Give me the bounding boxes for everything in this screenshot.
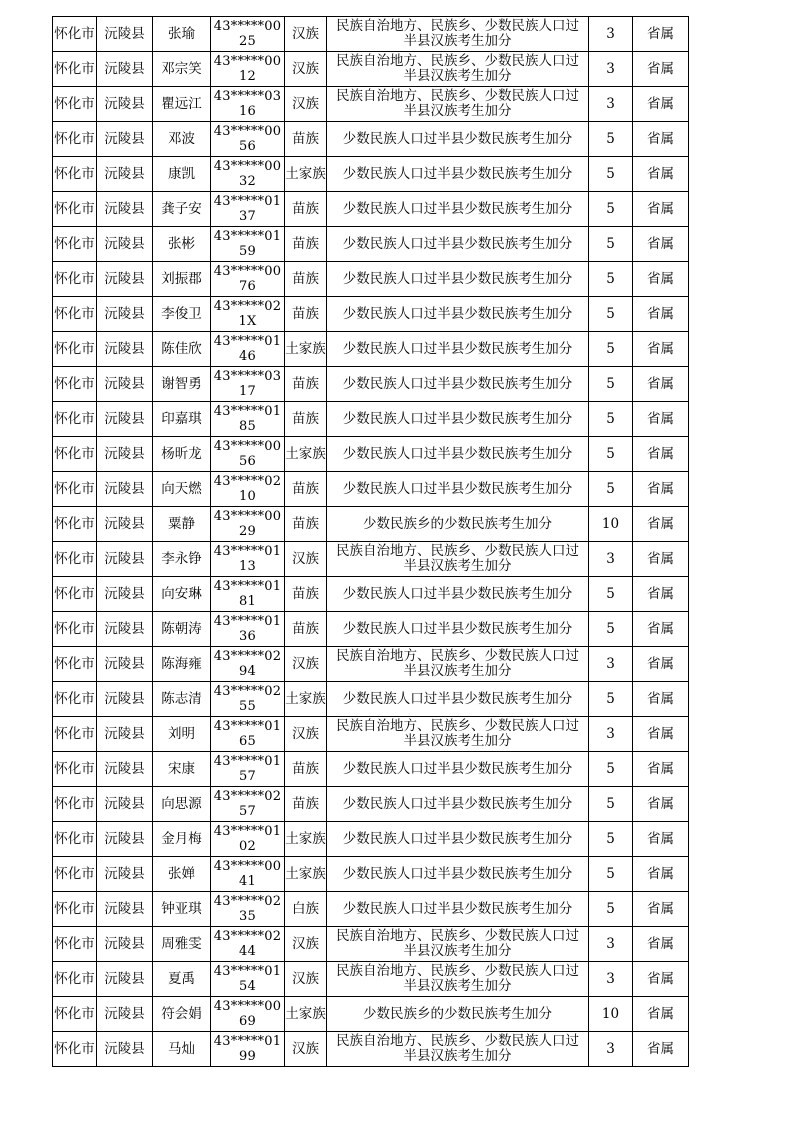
points-cell: 5 — [589, 227, 633, 262]
level-cell: 省属 — [633, 787, 689, 822]
id-number-cell: 43*****0056 — [211, 122, 285, 157]
level-cell: 省属 — [633, 192, 689, 227]
county-cell: 沅陵县 — [97, 262, 153, 297]
bonus-item-cell: 少数民族人口过半县少数民族考生加分 — [327, 787, 589, 822]
bonus-item-cell: 少数民族乡的少数民族考生加分 — [327, 997, 589, 1032]
bonus-item-cell: 民族自治地方、民族乡、少数民族人口过半县汉族考生加分 — [327, 927, 589, 962]
table-row — [53, 192, 689, 227]
city-cell: 怀化市 — [53, 787, 97, 822]
table-row — [53, 507, 689, 542]
id-number-cell: 43*****0235 — [211, 892, 285, 927]
name-cell: 夏禹 — [153, 962, 211, 997]
table-row — [53, 647, 689, 682]
bonus-item-cell: 少数民族人口过半县少数民族考生加分 — [327, 367, 589, 402]
ethnicity-cell: 汉族 — [285, 927, 327, 962]
city-cell: 怀化市 — [53, 192, 97, 227]
level-cell: 省属 — [633, 682, 689, 717]
id-number-cell: 43*****0041 — [211, 857, 285, 892]
ethnicity-cell: 苗族 — [285, 122, 327, 157]
points-cell: 5 — [589, 367, 633, 402]
id-number-cell: 43*****0137 — [211, 192, 285, 227]
table-row — [53, 892, 689, 927]
city-cell: 怀化市 — [53, 857, 97, 892]
city-cell: 怀化市 — [53, 297, 97, 332]
name-cell: 陈志清 — [153, 682, 211, 717]
level-cell: 省属 — [633, 962, 689, 997]
table-row — [53, 997, 689, 1032]
level-cell: 省属 — [633, 717, 689, 752]
county-cell: 沅陵县 — [97, 332, 153, 367]
bonus-item-cell: 民族自治地方、民族乡、少数民族人口过半县汉族考生加分 — [327, 542, 589, 577]
ethnicity-cell: 土家族 — [285, 682, 327, 717]
bonus-item-cell: 少数民族人口过半县少数民族考生加分 — [327, 297, 589, 332]
id-number-cell: 43*****0165 — [211, 717, 285, 752]
table-row — [53, 787, 689, 822]
city-cell: 怀化市 — [53, 157, 97, 192]
table-row — [53, 437, 689, 472]
level-cell: 省属 — [633, 577, 689, 612]
ethnicity-cell: 苗族 — [285, 577, 327, 612]
city-cell: 怀化市 — [53, 612, 97, 647]
id-number-cell: 43*****0317 — [211, 367, 285, 402]
city-cell: 怀化市 — [53, 647, 97, 682]
points-cell: 5 — [589, 857, 633, 892]
bonus-item-cell: 民族自治地方、民族乡、少数民族人口过半县汉族考生加分 — [327, 17, 589, 52]
id-number-cell: 43*****0181 — [211, 577, 285, 612]
table-row — [53, 472, 689, 507]
table-row — [53, 297, 689, 332]
name-cell: 邓宗笑 — [153, 52, 211, 87]
ethnicity-cell: 汉族 — [285, 962, 327, 997]
county-cell: 沅陵县 — [97, 297, 153, 332]
city-cell: 怀化市 — [53, 507, 97, 542]
table-row — [53, 122, 689, 157]
county-cell: 沅陵县 — [97, 997, 153, 1032]
county-cell: 沅陵县 — [97, 787, 153, 822]
name-cell: 陈佳欣 — [153, 332, 211, 367]
id-number-cell: 43*****0185 — [211, 402, 285, 437]
id-number-cell: 43*****0255 — [211, 682, 285, 717]
table-row — [53, 542, 689, 577]
points-cell: 5 — [589, 192, 633, 227]
points-cell: 5 — [589, 682, 633, 717]
points-cell: 10 — [589, 507, 633, 542]
level-cell: 省属 — [633, 17, 689, 52]
county-cell: 沅陵县 — [97, 52, 153, 87]
city-cell: 怀化市 — [53, 962, 97, 997]
name-cell: 向安琳 — [153, 577, 211, 612]
ethnicity-cell: 苗族 — [285, 507, 327, 542]
name-cell: 李永铮 — [153, 542, 211, 577]
name-cell: 向天燃 — [153, 472, 211, 507]
points-cell: 3 — [589, 717, 633, 752]
city-cell: 怀化市 — [53, 122, 97, 157]
ethnicity-cell: 苗族 — [285, 262, 327, 297]
level-cell: 省属 — [633, 997, 689, 1032]
table-row — [53, 262, 689, 297]
name-cell: 粟静 — [153, 507, 211, 542]
city-cell: 怀化市 — [53, 682, 97, 717]
bonus-points-table — [52, 16, 689, 1067]
ethnicity-cell: 苗族 — [285, 367, 327, 402]
table-row — [53, 962, 689, 997]
points-cell: 5 — [589, 892, 633, 927]
name-cell: 杨昕龙 — [153, 437, 211, 472]
table-row — [53, 682, 689, 717]
level-cell: 省属 — [633, 752, 689, 787]
name-cell: 钟亚琪 — [153, 892, 211, 927]
bonus-item-cell: 少数民族人口过半县少数民族考生加分 — [327, 472, 589, 507]
table-row — [53, 402, 689, 437]
ethnicity-cell: 土家族 — [285, 437, 327, 472]
id-number-cell: 43*****021X — [211, 297, 285, 332]
table-row — [53, 157, 689, 192]
table-row — [53, 227, 689, 262]
county-cell: 沅陵县 — [97, 122, 153, 157]
points-cell: 3 — [589, 542, 633, 577]
id-number-cell: 43*****0199 — [211, 1032, 285, 1067]
points-cell: 5 — [589, 787, 633, 822]
ethnicity-cell: 苗族 — [285, 472, 327, 507]
bonus-item-cell: 民族自治地方、民族乡、少数民族人口过半县汉族考生加分 — [327, 962, 589, 997]
id-number-cell: 43*****0316 — [211, 87, 285, 122]
points-cell: 5 — [589, 472, 633, 507]
name-cell: 刘振郡 — [153, 262, 211, 297]
bonus-item-cell: 少数民族人口过半县少数民族考生加分 — [327, 612, 589, 647]
table-row — [53, 52, 689, 87]
bonus-item-cell: 少数民族人口过半县少数民族考生加分 — [327, 857, 589, 892]
id-number-cell: 43*****0159 — [211, 227, 285, 262]
level-cell: 省属 — [633, 612, 689, 647]
city-cell: 怀化市 — [53, 227, 97, 262]
county-cell: 沅陵县 — [97, 962, 153, 997]
name-cell: 张彬 — [153, 227, 211, 262]
table-row — [53, 752, 689, 787]
county-cell: 沅陵县 — [97, 157, 153, 192]
table-row — [53, 822, 689, 857]
bonus-item-cell: 少数民族人口过半县少数民族考生加分 — [327, 122, 589, 157]
id-number-cell: 43*****0257 — [211, 787, 285, 822]
id-number-cell: 43*****0056 — [211, 437, 285, 472]
county-cell: 沅陵县 — [97, 192, 153, 227]
city-cell: 怀化市 — [53, 262, 97, 297]
ethnicity-cell: 土家族 — [285, 822, 327, 857]
bonus-item-cell: 少数民族人口过半县少数民族考生加分 — [327, 332, 589, 367]
bonus-item-cell: 民族自治地方、民族乡、少数民族人口过半县汉族考生加分 — [327, 52, 589, 87]
table-row — [53, 1032, 689, 1067]
name-cell: 李俊卫 — [153, 297, 211, 332]
id-number-cell: 43*****0069 — [211, 997, 285, 1032]
ethnicity-cell: 土家族 — [285, 332, 327, 367]
table-row — [53, 612, 689, 647]
id-number-cell: 43*****0210 — [211, 472, 285, 507]
bonus-item-cell: 少数民族人口过半县少数民族考生加分 — [327, 157, 589, 192]
id-number-cell: 43*****0032 — [211, 157, 285, 192]
bonus-item-cell: 少数民族人口过半县少数民族考生加分 — [327, 192, 589, 227]
name-cell: 金月梅 — [153, 822, 211, 857]
name-cell: 陈朝涛 — [153, 612, 211, 647]
points-cell: 5 — [589, 262, 633, 297]
ethnicity-cell: 汉族 — [285, 52, 327, 87]
table-row — [53, 332, 689, 367]
city-cell: 怀化市 — [53, 927, 97, 962]
bonus-item-cell: 少数民族人口过半县少数民族考生加分 — [327, 262, 589, 297]
points-cell: 5 — [589, 297, 633, 332]
county-cell: 沅陵县 — [97, 612, 153, 647]
city-cell: 怀化市 — [53, 472, 97, 507]
name-cell: 康凯 — [153, 157, 211, 192]
name-cell: 刘明 — [153, 717, 211, 752]
county-cell: 沅陵县 — [97, 367, 153, 402]
ethnicity-cell: 土家族 — [285, 997, 327, 1032]
county-cell: 沅陵县 — [97, 542, 153, 577]
city-cell: 怀化市 — [53, 717, 97, 752]
ethnicity-cell: 汉族 — [285, 717, 327, 752]
county-cell: 沅陵县 — [97, 1032, 153, 1067]
table-row — [53, 17, 689, 52]
level-cell: 省属 — [633, 647, 689, 682]
level-cell: 省属 — [633, 367, 689, 402]
bonus-item-cell: 少数民族人口过半县少数民族考生加分 — [327, 437, 589, 472]
points-cell: 3 — [589, 962, 633, 997]
level-cell: 省属 — [633, 227, 689, 262]
city-cell: 怀化市 — [53, 822, 97, 857]
city-cell: 怀化市 — [53, 52, 97, 87]
level-cell: 省属 — [633, 857, 689, 892]
bonus-item-cell: 少数民族人口过半县少数民族考生加分 — [327, 402, 589, 437]
county-cell: 沅陵县 — [97, 717, 153, 752]
level-cell: 省属 — [633, 332, 689, 367]
points-cell: 5 — [589, 402, 633, 437]
table-row — [53, 87, 689, 122]
bonus-item-cell: 民族自治地方、民族乡、少数民族人口过半县汉族考生加分 — [327, 87, 589, 122]
name-cell: 龚子安 — [153, 192, 211, 227]
ethnicity-cell: 汉族 — [285, 87, 327, 122]
county-cell: 沅陵县 — [97, 402, 153, 437]
bonus-item-cell: 少数民族人口过半县少数民族考生加分 — [327, 682, 589, 717]
ethnicity-cell: 苗族 — [285, 752, 327, 787]
county-cell: 沅陵县 — [97, 507, 153, 542]
ethnicity-cell: 苗族 — [285, 787, 327, 822]
points-cell: 10 — [589, 997, 633, 1032]
county-cell: 沅陵县 — [97, 437, 153, 472]
ethnicity-cell: 苗族 — [285, 227, 327, 262]
points-cell: 3 — [589, 52, 633, 87]
level-cell: 省属 — [633, 87, 689, 122]
level-cell: 省属 — [633, 52, 689, 87]
name-cell: 瞿远江 — [153, 87, 211, 122]
city-cell: 怀化市 — [53, 577, 97, 612]
county-cell: 沅陵县 — [97, 857, 153, 892]
level-cell: 省属 — [633, 542, 689, 577]
ethnicity-cell: 汉族 — [285, 1032, 327, 1067]
ethnicity-cell: 苗族 — [285, 297, 327, 332]
ethnicity-cell: 苗族 — [285, 192, 327, 227]
ethnicity-cell: 土家族 — [285, 857, 327, 892]
city-cell: 怀化市 — [53, 997, 97, 1032]
points-cell: 5 — [589, 157, 633, 192]
points-cell: 3 — [589, 17, 633, 52]
city-cell: 怀化市 — [53, 87, 97, 122]
level-cell: 省属 — [633, 297, 689, 332]
name-cell: 符会娟 — [153, 997, 211, 1032]
name-cell: 宋康 — [153, 752, 211, 787]
points-cell: 5 — [589, 577, 633, 612]
ethnicity-cell: 汉族 — [285, 542, 327, 577]
level-cell: 省属 — [633, 402, 689, 437]
table-row — [53, 717, 689, 752]
name-cell: 邓波 — [153, 122, 211, 157]
bonus-item-cell: 少数民族人口过半县少数民族考生加分 — [327, 577, 589, 612]
id-number-cell: 43*****0025 — [211, 17, 285, 52]
id-number-cell: 43*****0012 — [211, 52, 285, 87]
bonus-item-cell: 民族自治地方、民族乡、少数民族人口过半县汉族考生加分 — [327, 1032, 589, 1067]
id-number-cell: 43*****0113 — [211, 542, 285, 577]
city-cell: 怀化市 — [53, 1032, 97, 1067]
ethnicity-cell: 汉族 — [285, 647, 327, 682]
city-cell: 怀化市 — [53, 437, 97, 472]
county-cell: 沅陵县 — [97, 752, 153, 787]
level-cell: 省属 — [633, 122, 689, 157]
city-cell: 怀化市 — [53, 542, 97, 577]
ethnicity-cell: 苗族 — [285, 612, 327, 647]
table-row — [53, 577, 689, 612]
bonus-item-cell: 少数民族人口过半县少数民族考生加分 — [327, 892, 589, 927]
points-cell: 3 — [589, 647, 633, 682]
points-cell: 3 — [589, 1032, 633, 1067]
name-cell: 向思源 — [153, 787, 211, 822]
points-cell: 5 — [589, 437, 633, 472]
points-cell: 5 — [589, 122, 633, 157]
ethnicity-cell: 白族 — [285, 892, 327, 927]
id-number-cell: 43*****0294 — [211, 647, 285, 682]
bonus-item-cell: 少数民族人口过半县少数民族考生加分 — [327, 822, 589, 857]
points-cell: 5 — [589, 752, 633, 787]
ethnicity-cell: 汉族 — [285, 17, 327, 52]
name-cell: 周雅雯 — [153, 927, 211, 962]
county-cell: 沅陵县 — [97, 647, 153, 682]
city-cell: 怀化市 — [53, 752, 97, 787]
id-number-cell: 43*****0244 — [211, 927, 285, 962]
county-cell: 沅陵县 — [97, 822, 153, 857]
id-number-cell: 43*****0029 — [211, 507, 285, 542]
table-row — [53, 857, 689, 892]
level-cell: 省属 — [633, 437, 689, 472]
name-cell: 印嘉琪 — [153, 402, 211, 437]
name-cell: 张瑜 — [153, 17, 211, 52]
name-cell: 谢智勇 — [153, 367, 211, 402]
table-body — [53, 17, 689, 1067]
county-cell: 沅陵县 — [97, 87, 153, 122]
city-cell: 怀化市 — [53, 892, 97, 927]
id-number-cell: 43*****0102 — [211, 822, 285, 857]
county-cell: 沅陵县 — [97, 927, 153, 962]
id-number-cell: 43*****0146 — [211, 332, 285, 367]
id-number-cell: 43*****0157 — [211, 752, 285, 787]
level-cell: 省属 — [633, 472, 689, 507]
points-cell: 5 — [589, 822, 633, 857]
county-cell: 沅陵县 — [97, 892, 153, 927]
city-cell: 怀化市 — [53, 367, 97, 402]
id-number-cell: 43*****0136 — [211, 612, 285, 647]
level-cell: 省属 — [633, 892, 689, 927]
name-cell: 马灿 — [153, 1032, 211, 1067]
ethnicity-cell: 土家族 — [285, 157, 327, 192]
points-cell: 3 — [589, 87, 633, 122]
level-cell: 省属 — [633, 927, 689, 962]
points-cell: 5 — [589, 332, 633, 367]
bonus-item-cell: 民族自治地方、民族乡、少数民族人口过半县汉族考生加分 — [327, 717, 589, 752]
city-cell: 怀化市 — [53, 402, 97, 437]
bonus-item-cell: 少数民族人口过半县少数民族考生加分 — [327, 227, 589, 262]
name-cell: 陈海雍 — [153, 647, 211, 682]
level-cell: 省属 — [633, 1032, 689, 1067]
county-cell: 沅陵县 — [97, 17, 153, 52]
table-row — [53, 927, 689, 962]
county-cell: 沅陵县 — [97, 227, 153, 262]
level-cell: 省属 — [633, 507, 689, 542]
level-cell: 省属 — [633, 822, 689, 857]
city-cell: 怀化市 — [53, 17, 97, 52]
id-number-cell: 43*****0076 — [211, 262, 285, 297]
level-cell: 省属 — [633, 157, 689, 192]
name-cell: 张婵 — [153, 857, 211, 892]
bonus-item-cell: 少数民族人口过半县少数民族考生加分 — [327, 752, 589, 787]
county-cell: 沅陵县 — [97, 682, 153, 717]
bonus-item-cell: 少数民族乡的少数民族考生加分 — [327, 507, 589, 542]
ethnicity-cell: 苗族 — [285, 402, 327, 437]
county-cell: 沅陵县 — [97, 472, 153, 507]
points-cell: 3 — [589, 927, 633, 962]
county-cell: 沅陵县 — [97, 577, 153, 612]
city-cell: 怀化市 — [53, 332, 97, 367]
level-cell: 省属 — [633, 262, 689, 297]
points-cell: 5 — [589, 612, 633, 647]
table-row — [53, 367, 689, 402]
id-number-cell: 43*****0154 — [211, 962, 285, 997]
bonus-item-cell: 民族自治地方、民族乡、少数民族人口过半县汉族考生加分 — [327, 647, 589, 682]
